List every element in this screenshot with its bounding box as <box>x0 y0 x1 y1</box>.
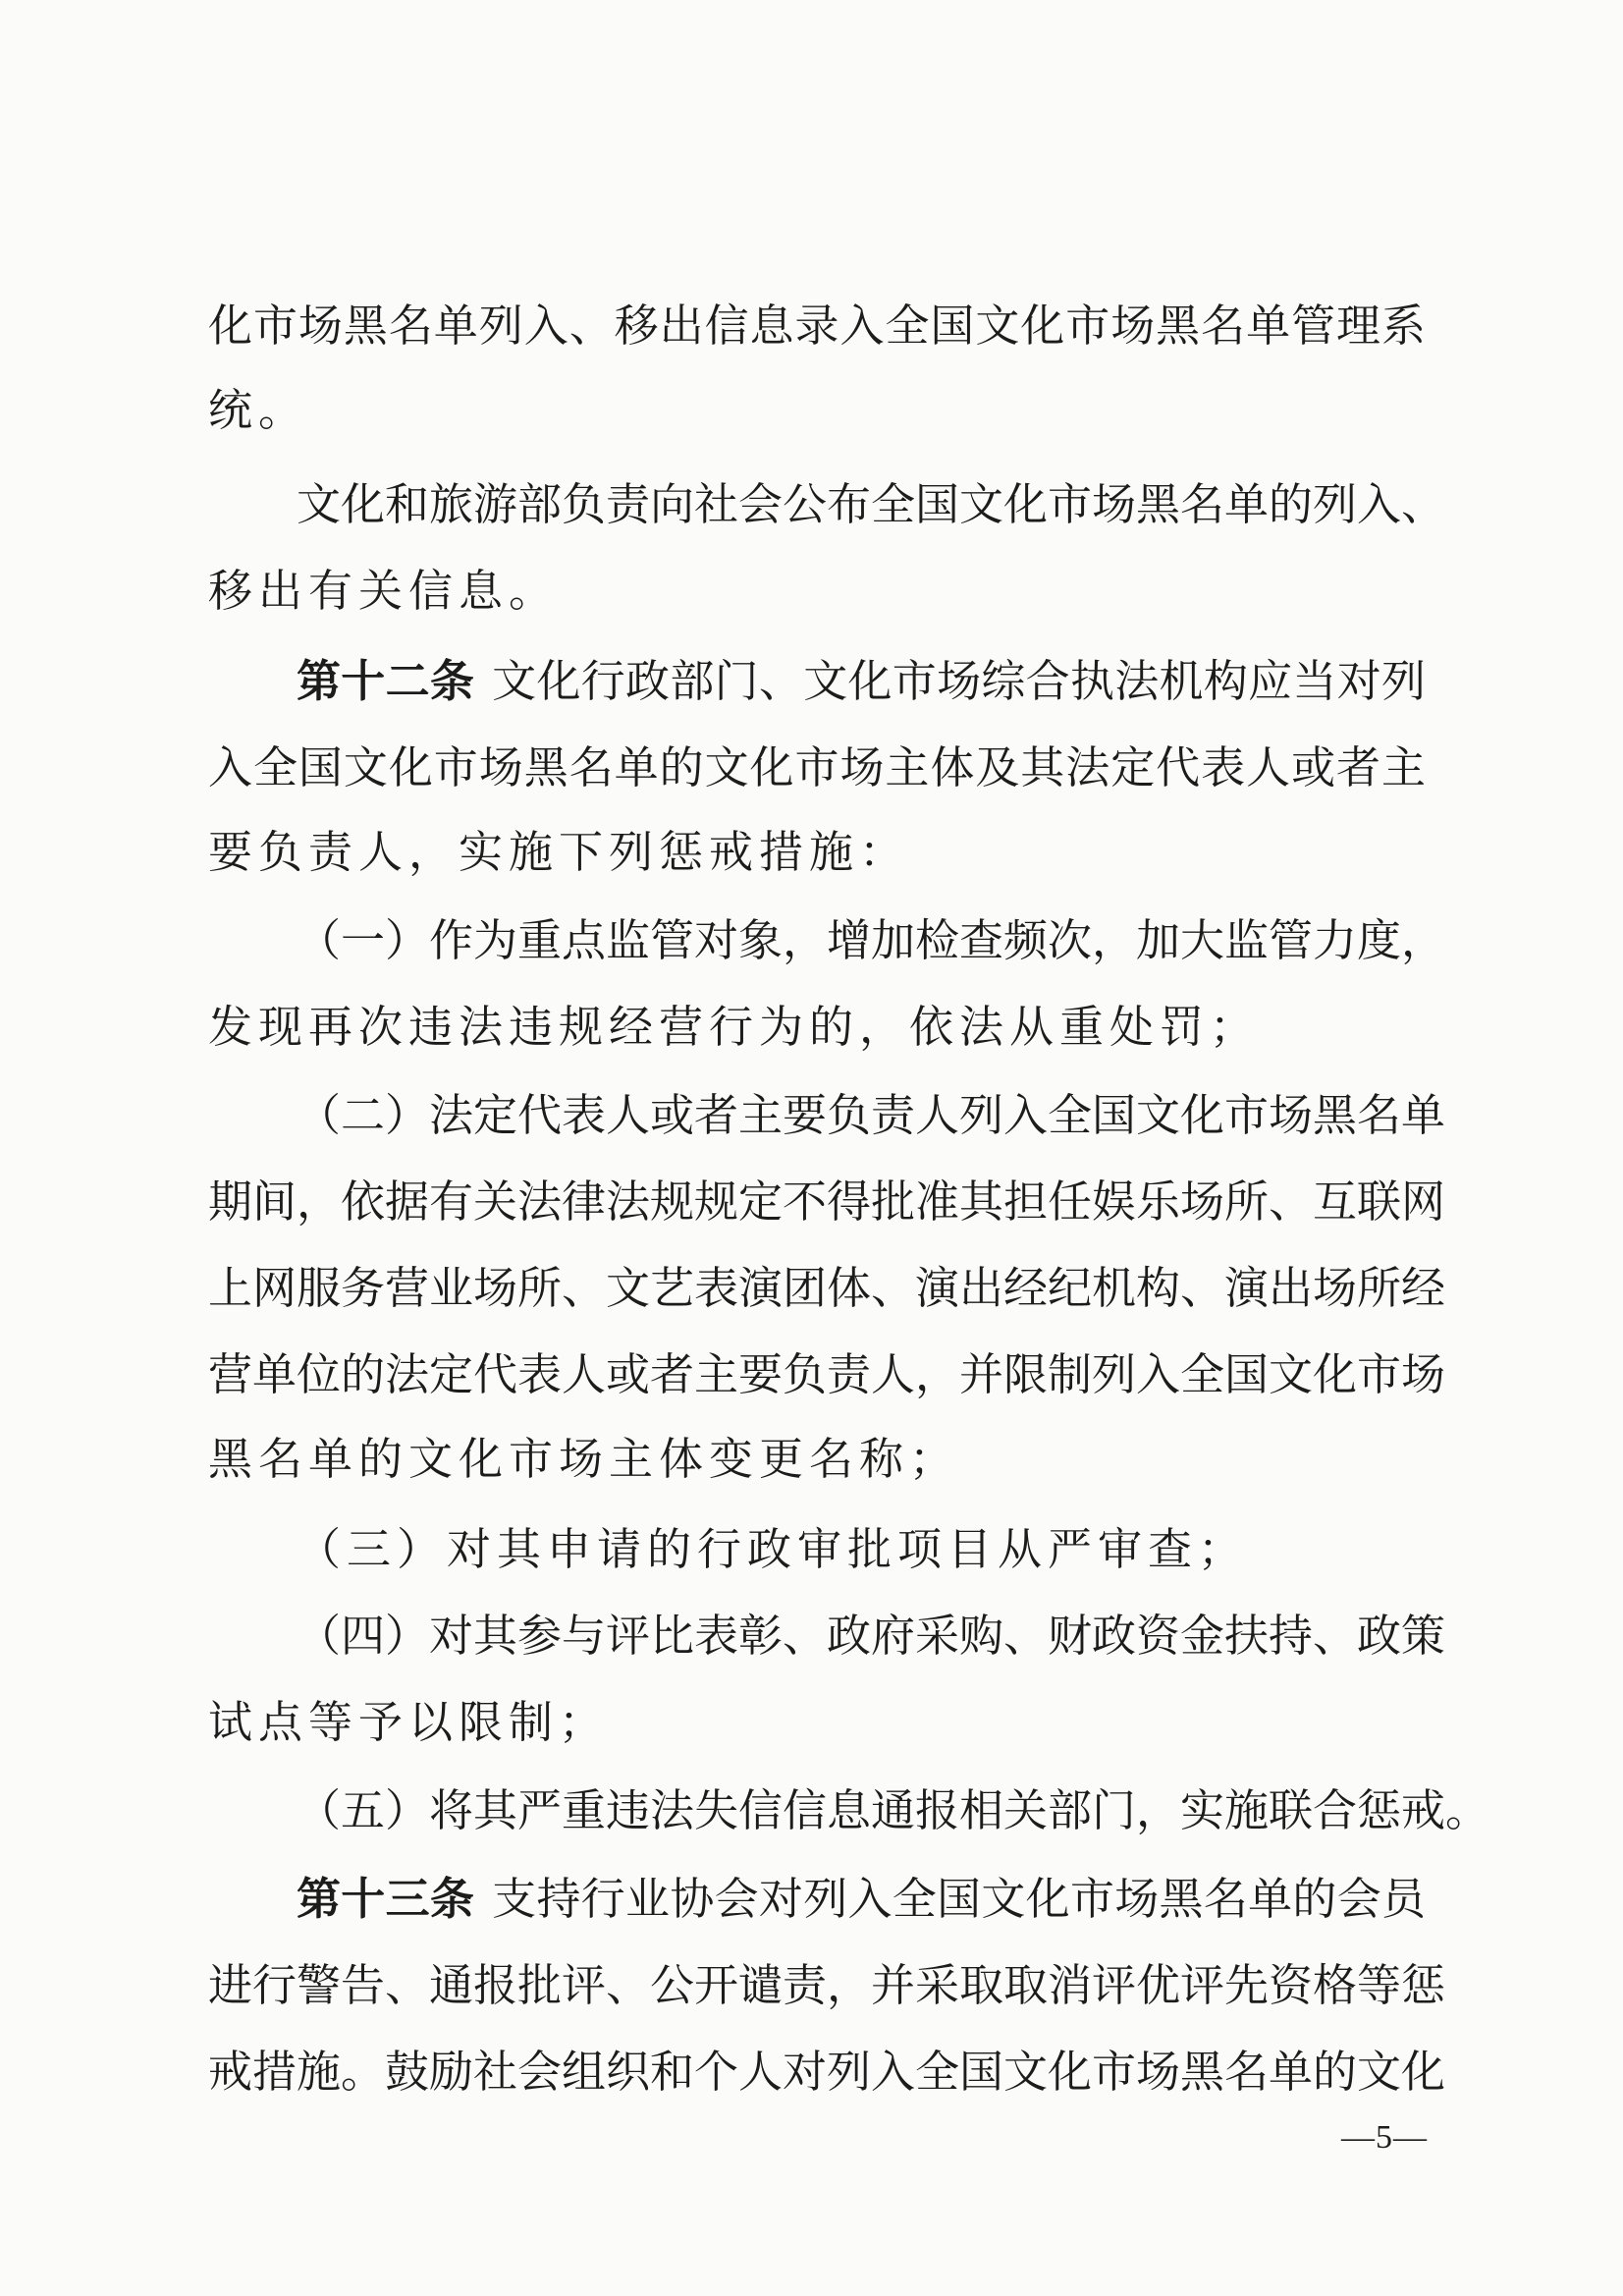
body-line-2: 统。 <box>208 384 309 436</box>
clause-1-line-1: （一）作为重点监管对象，增加检查频次，加大监管力度， <box>297 914 1446 966</box>
article-12-first-line <box>297 640 1426 723</box>
body-line-21: 戒措施。鼓励社会组织和个人对列入全国文化市场黑名单的文化 <box>208 2046 1446 2098</box>
clause-2-line-2: 期间，依据有关法律法规规定不得批准其担任娱乐场所、互联网 <box>208 1175 1446 1228</box>
clause-1-line-2: 发现再次违法违规经营行为的，依法从重处罚； <box>208 1001 1261 1053</box>
article-13-label: 第十三条 <box>297 1873 475 1925</box>
article-12-label: 第十二条 <box>297 655 475 707</box>
article-12-text: 文化行政部门、文化市场综合执法机构应当对列 <box>492 655 1426 707</box>
body-line-6: 入全国文化市场黑名单的文化市场主体及其法定代表人或者主 <box>208 741 1426 793</box>
body-line-7: 要负责人，实施下列惩戒措施： <box>208 826 910 878</box>
article-13-text: 支持行业协会对列入全国文化市场黑名单的会员 <box>492 1873 1426 1925</box>
body-line-4: 移出有关信息。 <box>208 565 560 617</box>
clause-5-line-1: （五）将其严重违法失信信息通报相关部门，实施联合惩戒。 <box>297 1784 1490 1836</box>
body-line-3: 文化和旅游部负责向社会公布全国文化市场黑名单的列入、 <box>297 478 1446 530</box>
clause-4-line-2: 试点等予以限制； <box>208 1696 610 1748</box>
body-line-20: 进行警告、通报批评、公开谴责，并采取取消评优评先资格等惩 <box>208 1959 1446 2011</box>
body-line-1: 化市场黑名单列入、移出信息录入全国文化市场黑名单管理系 <box>208 300 1426 352</box>
clause-2-line-3: 上网服务营业场所、文艺表演团体、演出经纪机构、演出场所经 <box>208 1262 1446 1314</box>
page-number: —5— <box>1341 2119 1428 2156</box>
clause-3-line-1: （三）对其申请的行政审批项目从严审查； <box>297 1523 1249 1575</box>
clause-4-line-1: （四）对其参与评比表彰、政府采购、财政资金扶持、政策 <box>297 1610 1446 1662</box>
clause-2-line-1: （二）法定代表人或者主要负责人列入全国文化市场黑名单 <box>297 1089 1446 1141</box>
article-13-first-line <box>297 1858 1426 1941</box>
clause-2-line-4: 营单位的法定代表人或者主要负责人，并限制列入全国文化市场 <box>208 1348 1446 1400</box>
clause-2-line-5: 黑名单的文化市场主体变更名称； <box>208 1433 960 1485</box>
